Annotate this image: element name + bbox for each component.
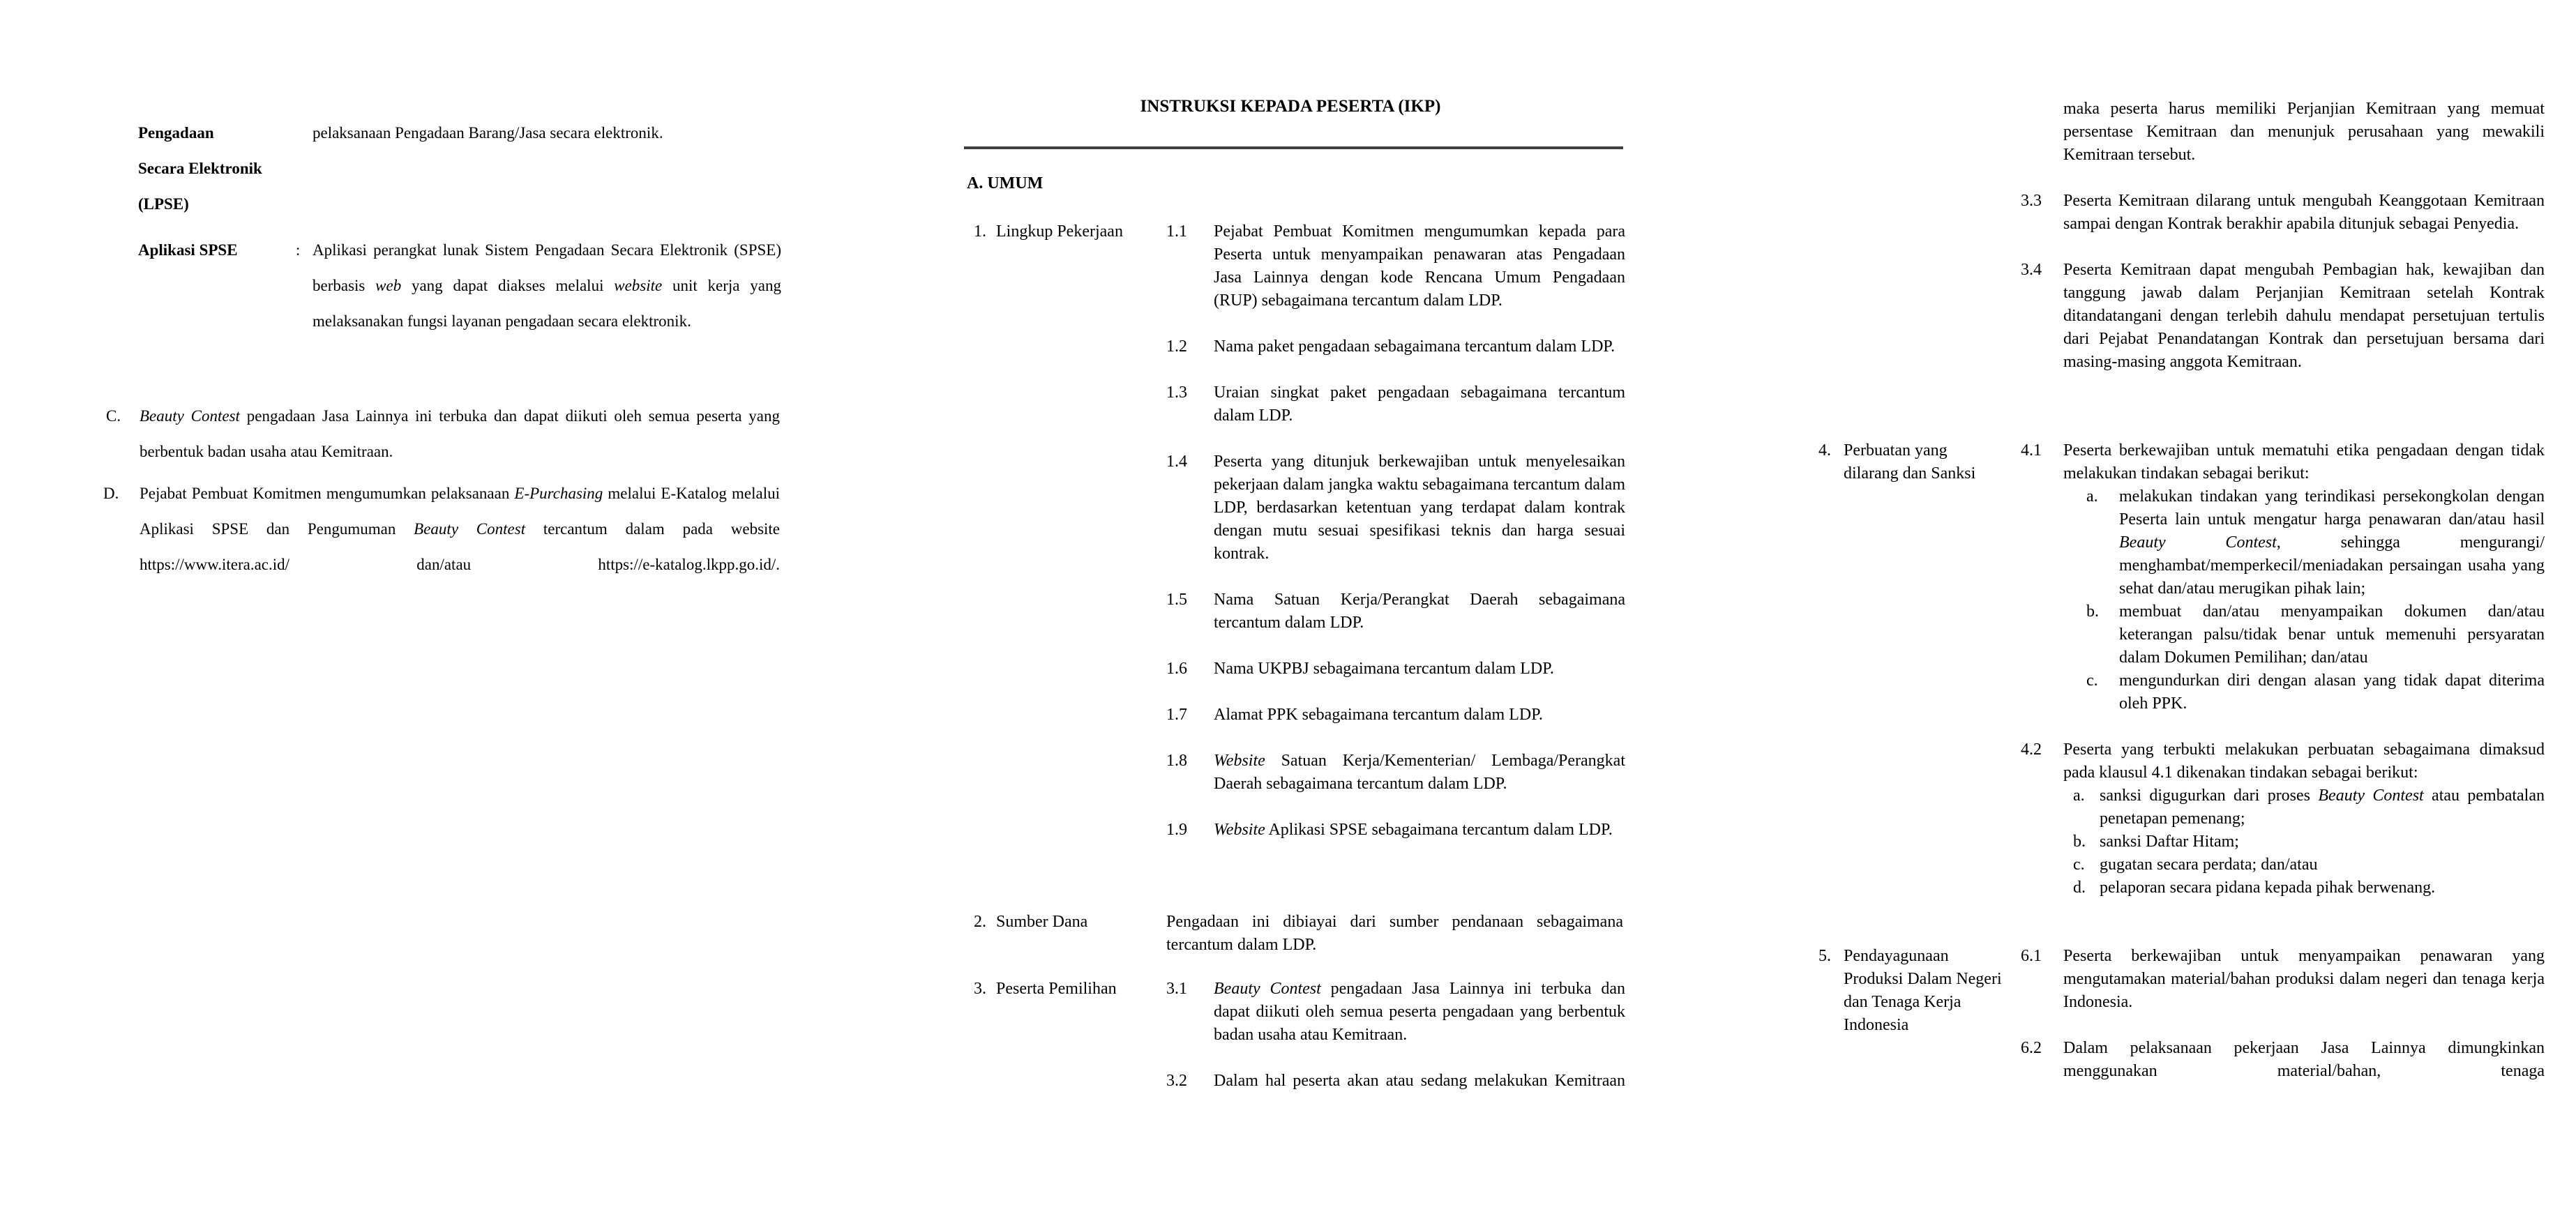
list-item-text: Pejabat Pembuat Komitmen mengumumkan pelaksanaan E-Purchasing melalui E-Katalog melalui Aplikasi SPSE dan Pengumuman Beauty Contest tercantum dalam pada website https://www.itera.ac.id/ dan/atau https://e-katalog.lkpp.go.id/. (140, 485, 781, 573)
clause-text: Uraian singkat paket pengadaan sebagaimana tercantum dalam LDP. (1214, 384, 1625, 425)
clause-intro: Peserta yang terbukti melakukan perbuatan sebagaimana dimaksud pada klausul 4.1 dikenakan tindakan sebagai berikut: (2063, 741, 2545, 782)
clause-text: Beauty Contest pengadaan Jasa Lainnya ini terbuka dan dapat diikuti oleh semua peserta pengadaan yang berbentuk badan usaha atau Kemitraan. (1214, 980, 1626, 1044)
clause-3-4 (2021, 259, 2545, 374)
term-definition: Aplikasi perangkat lunak Sistem Pengadaan Secara Elektronik (SPSE) berbasis web yang dapat diakses melalui website unit kerja yang melaksanakan fungsi layanan pengadaan secara elektronik. (312, 241, 781, 330)
sub-item-c (2086, 669, 2545, 715)
clause-text: Peserta Kemitraan dilarang untuk mengubah Keanggotaan Kemitraan sampai dengan Kontrak berakhir apabila ditunjuk sebagai Penyedia. (2063, 192, 2545, 233)
clause-text: Alamat PPK sebagaimana tercantum dalam LDP. (1214, 706, 1543, 724)
clause-number: 1.1 (1166, 222, 1187, 241)
clause-number: 4.2 (2021, 741, 2042, 759)
sub-item-marker: a. (2073, 787, 2085, 805)
clause-4-1 (2021, 439, 2545, 715)
clause-text: Website Satuan Kerja/Kementerian/ Lembaga/Perangkat Daerah sebagaimana tercantum dalam LDP. (1214, 752, 1625, 793)
definition-row-lpse (138, 115, 815, 222)
clause-list (1166, 978, 1625, 1093)
clause-list (2021, 945, 2545, 1083)
clause-1-2 (1166, 335, 1625, 358)
block-lingkup-pekerjaan (974, 220, 1625, 839)
clause-text: Nama UKPBJ sebagaimana tercantum dalam LDP. (1214, 660, 1554, 678)
sub-item-text: membuat dan/atau menyampaikan dokumen dan/atau keterangan palsu/tidak benar untuk memenuhi persyaratan dalam Dokumen Pemilihan; dan/atau (2119, 602, 2545, 667)
term-label (138, 115, 306, 222)
side-label-text: Perbuatan yang dilarang dan Sanksi (1844, 441, 1976, 483)
clause-number: 3.2 (1166, 1072, 1187, 1090)
block-kemitraan-continuation (2021, 98, 2545, 374)
clause-number: 1.9 (1166, 821, 1187, 839)
side-label-number: 2. (974, 913, 986, 931)
definition-separator: : (296, 241, 301, 259)
side-label-text: Lingkup Pekerjaan (996, 222, 1123, 241)
side-label-number: 4. (1818, 441, 1831, 460)
sub-item-marker: c. (2086, 672, 2098, 690)
list-item-marker: C. (106, 407, 121, 425)
clause-text: Website Aplikasi SPSE sebagaimana tercantum dalam LDP. (1214, 821, 1613, 839)
clause-1-1 (1166, 220, 1625, 312)
clause-intro: Peserta berkewajiban untuk mematuhi etika pengadaan dengan tidak melakukan tindakan sebagai berikut: (2063, 441, 2545, 483)
side-label-number: 1. (974, 222, 986, 241)
sub-item-d (2073, 877, 2545, 900)
sub-item-text: melakukan tindakan yang terindikasi persekongkolan dengan Peserta lain untuk mengatur harga penawaran dan/atau hasil Beauty Contest, sehingga mengurangi/ menghambat/memperkecil/meniadakan persaingan usaha yang sehat dan/atau merugikan pihak lain; (2119, 487, 2545, 598)
definition-row-aplikasi-spse (138, 232, 815, 330)
clause-1-6 (1166, 658, 1625, 681)
clause-6-2 (2021, 1037, 2545, 1083)
term-label (138, 232, 306, 268)
list-item-c (106, 398, 785, 469)
clause-number: 6.1 (2021, 947, 2042, 965)
clause-text: Nama Satuan Kerja/Perangkat Daerah sebagaimana tercantum dalam LDP. (1214, 591, 1625, 632)
clause-number: 1.8 (1166, 752, 1187, 770)
clause-number: 6.2 (2021, 1039, 2042, 1057)
clause-1-9 (1166, 819, 1625, 842)
term-line: (LPSE) (138, 195, 189, 213)
sub-item-b (2086, 600, 2545, 669)
section-heading-umum: A. UMUM (967, 174, 1044, 192)
list-item-text: Beauty Contest pengadaan Jasa Lainnya ini terbuka dan dapat diikuti oleh semua peserta yang berbentuk badan usaha atau Kemitraan. (140, 407, 780, 460)
clause-text: Dalam hal peserta akan atau sedang melakukan Kemitraan (1214, 1072, 1625, 1090)
clause-number: 1.3 (1166, 384, 1187, 402)
sub-item-marker: d. (2073, 879, 2086, 897)
clause-list (1166, 220, 1625, 842)
clause-text: Peserta yang ditunjuk berkewajiban untuk menyelesaikan pekerjaan dalam jangka waktu sebagaimana tercantum dalam LDP, berdasarkan ketentuan yang terdapat dalam kontrak dengan mutu sesuai spesifikasi teknis dan harga sesuai kontrak. (1214, 453, 1625, 563)
clause-number: 1.7 (1166, 706, 1187, 724)
sub-item-c (2073, 853, 2545, 877)
clause-1-7 (1166, 704, 1625, 727)
side-label-text: Sumber Dana (996, 913, 1088, 931)
block-pendayagunaan-produksi (1818, 945, 2545, 1080)
page-title: INSTRUKSI KEPADA PESERTA (IKP) (1140, 97, 1441, 116)
block-perbuatan-dilarang-sanksi (1818, 439, 2545, 897)
clause-number: 3.1 (1166, 980, 1187, 998)
clause-1-3 (1166, 381, 1625, 427)
clause-1-8 (1166, 750, 1625, 796)
clause-body (2063, 738, 2545, 900)
title-divider-rule (964, 146, 1623, 149)
sub-item-text: sanksi digugurkan dari proses Beauty Contest atau pembatalan penetapan pemenang; (2100, 787, 2545, 828)
clause-3-1 (1166, 978, 1625, 1047)
clause-number: 1.6 (1166, 660, 1187, 678)
clause-number: 4.1 (2021, 441, 2042, 460)
clause-1-4 (1166, 450, 1625, 566)
clause-text: Pengadaan ini dibiayai dari sumber pendanaan sebagaimana tercantum dalam LDP. (1166, 913, 1623, 954)
sub-item-a (2073, 784, 2545, 830)
term-line: Aplikasi SPSE (138, 241, 238, 259)
clause-number: 3.3 (2021, 192, 2042, 210)
sub-item-marker: b. (2086, 602, 2099, 621)
sub-item-marker: c. (2073, 856, 2085, 874)
side-label-number: 3. (974, 980, 986, 998)
block-peserta-pemilihan (974, 978, 1626, 1090)
list-item-marker: D. (103, 485, 119, 502)
list-item-d (103, 476, 785, 582)
clause-4-2 (2021, 738, 2545, 900)
term-line: Secara Elektronik (138, 160, 262, 177)
clause-1-5 (1166, 589, 1625, 635)
sub-item-text: gugatan secara perdata; dan/atau (2100, 856, 2318, 874)
sub-item-text: sanksi Daftar Hitam; (2100, 833, 2239, 851)
clause-number: 1.5 (1166, 591, 1187, 609)
term-line: Pengadaan (138, 124, 214, 142)
clause-text: Pejabat Pembuat Komitmen mengumumkan kepada para Peserta untuk menyampaikan penawaran atas Pengadaan Jasa Lainnya dengan kode Rencana Umum Pengadaan (RUP) sebagaimana tercantum dalam LDP. (1214, 222, 1625, 310)
clause-text: Dalam pelaksanaan pekerjaan Jasa Lainnya dimungkinkan menggunakan material/bahan, tenaga (2063, 1039, 2545, 1080)
clause-number: 3.4 (2021, 261, 2042, 279)
block-sumber-dana (974, 911, 1625, 954)
clause-6-1 (2021, 945, 2545, 1014)
continuation-paragraph: maka peserta harus memiliki Perjanjian Kemitraan yang memuat persentase Kemitraan dan menunjuk perusahaan yang mewakili Kemitraan tersebut. (2063, 100, 2545, 164)
side-label-number: 5. (1818, 947, 1831, 965)
clause-text: Peserta berkewajiban untuk menyampaikan penawaran yang mengutamakan material/bahan produksi dalam negeri dan tenaga kerja Indonesia. (2063, 947, 2545, 1011)
sub-item-text: mengundurkan diri dengan alasan yang tidak dapat diterima oleh PPK. (2119, 672, 2545, 713)
clause-list (2021, 439, 2545, 900)
clause-3-3 (2021, 190, 2545, 236)
sub-item-marker: a. (2086, 487, 2098, 506)
clause-body (2063, 439, 2545, 715)
side-label-text: Pendayagunaan Produksi Dalam Negeri dan Tenaga Kerja Indonesia (1844, 947, 2002, 1034)
clause-text: Peserta Kemitraan dapat mengubah Pembagian hak, kewajiban dan tanggung jawab dalam Perjanjian Kemitraan setelah Kontrak ditandatangani dengan terlebih dahulu mendapat persetujuan tertulis dari Pejabat Penandatangan Kontrak dan persetujuan bersama dari masing-masing anggota Kemitraan. (2063, 261, 2545, 371)
clause-3-2 (1166, 1070, 1625, 1093)
clause-number: 1.2 (1166, 337, 1187, 356)
clause-text: Nama paket pengadaan sebagaimana tercantum dalam LDP. (1214, 337, 1615, 356)
side-label-text: Peserta Pemilihan (996, 980, 1117, 998)
clause-number: 1.4 (1166, 453, 1187, 471)
sub-item-b (2073, 830, 2545, 853)
sub-item-text: pelaporan secara pidana kepada pihak berwenang. (2100, 879, 2436, 897)
term-definition: pelaksanaan Pengadaan Barang/Jasa secara elektronik. (312, 124, 663, 142)
sub-item-marker: b. (2073, 833, 2086, 851)
sub-item-a (2086, 485, 2545, 600)
